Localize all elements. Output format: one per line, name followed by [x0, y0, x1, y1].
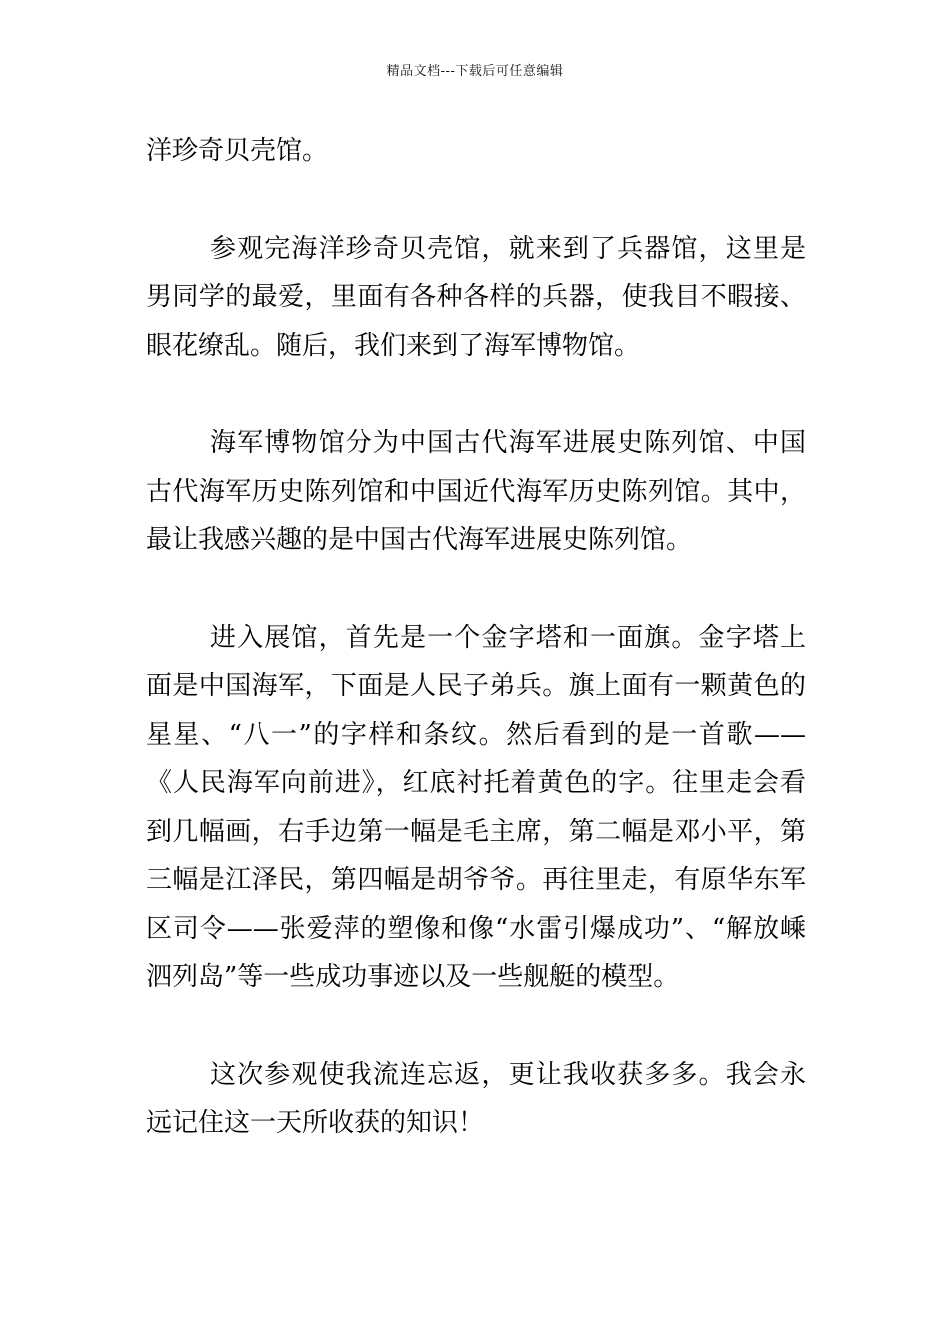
paragraph-2: 参观完海洋珍奇贝壳馆，就来到了兵器馆，这里是男同学的最爱，里面有各种各样的兵器，使我目不暇接、眼花缭乱。随后，我们来到了海军博物馆。	[146, 233, 806, 361]
paragraph-gap	[146, 370, 806, 419]
paragraph-4: 进入展馆，首先是一个金字塔和一面旗。金字塔上面是中国海军，下面是人民子弟兵。旗上面有一颗黄色的星星、“八一”的字样和条纹。然后看到的是一首歌——《人民海军向前进》，红底衬托着黄色的字。往里走会看到几幅画，右手边第一幅是毛主席，第二幅是邓小平，第三幅是江泽民，第四幅是胡爷爷。再往里走，有原华东军区司令——张爱萍的塑像和像“水雷引爆成功”、“解放嵊泗列岛”等一些成功事迹以及一些舰艇的模型。	[146, 622, 806, 992]
paragraph-1: 洋珍奇贝壳馆。	[146, 136, 329, 166]
paragraph-gap	[146, 1002, 806, 1051]
paragraph-gap	[146, 176, 806, 225]
paragraph-5: 这次参观使我流连忘返，更让我收获多多。我会永远记住这一天所收获的知识！	[146, 1059, 806, 1138]
page-header: 精品文档---下载后可任意编辑	[386, 64, 564, 79]
document-body	[146, 127, 806, 1148]
paragraph-3: 海军博物馆分为中国古代海军进展史陈列馆、中国古代海军历史陈列馆和中国近代海军历史陈列馆。其中，最让我感兴趣的是中国古代海军进展史陈列馆。	[146, 428, 806, 555]
paragraph-gap	[146, 565, 806, 614]
